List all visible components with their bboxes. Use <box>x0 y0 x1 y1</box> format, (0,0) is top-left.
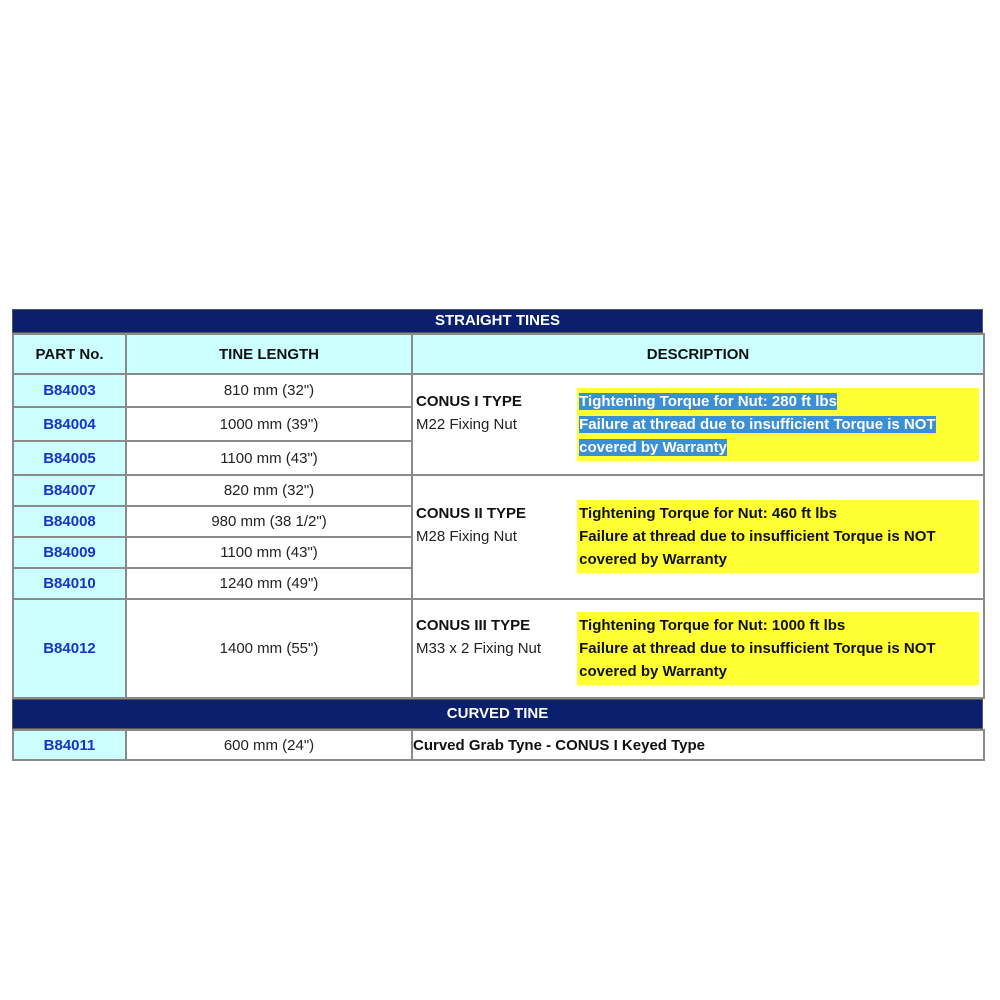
part-number[interactable]: B84009 <box>13 537 126 568</box>
fixing-nut: M28 Fixing Nut <box>416 528 517 545</box>
part-header: PART No. <box>13 334 126 374</box>
straight-tines-title: STRAIGHT TINES <box>12 309 983 333</box>
tine-length: 1000 mm (39") <box>126 407 412 441</box>
table-row <box>13 475 984 506</box>
header-row <box>13 334 984 374</box>
part-number[interactable]: B84007 <box>13 475 126 506</box>
type-name: CONUS III TYPE <box>416 616 531 634</box>
warning-text: Failure at thread due to insufficient Torque is NOT <box>579 415 936 433</box>
type-name: CONUS II TYPE <box>416 505 527 522</box>
tine-length: 1400 mm (55") <box>126 599 412 698</box>
fixing-nut: M33 x 2 Fixing Nut <box>416 639 542 657</box>
group-description <box>412 599 984 698</box>
part-number[interactable]: B84012 <box>13 599 126 698</box>
straight-tines-grid <box>12 333 985 699</box>
tine-length: 1240 mm (49") <box>126 568 412 599</box>
warranty-text: covered by Warranty <box>579 662 727 680</box>
tine-length: 1100 mm (43") <box>126 537 412 568</box>
torque-note <box>577 500 979 573</box>
part-number[interactable]: B84011 <box>13 730 126 760</box>
tine-length: 980 mm (38 1/2") <box>126 506 412 537</box>
curved-description: Curved Grab Tyne - CONUS I Keyed Type <box>412 730 984 760</box>
tine-length: 600 mm (24") <box>126 730 412 760</box>
length-header: TINE LENGTH <box>126 334 412 374</box>
tine-length: 1100 mm (43") <box>126 441 412 475</box>
torque-text: Tightening Torque for Nut: 280 ft lbs <box>579 392 837 410</box>
fixing-nut: M22 Fixing Nut <box>416 415 517 433</box>
part-number[interactable]: B84005 <box>13 441 126 475</box>
warranty-text: covered by Warranty <box>579 438 727 456</box>
torque-text: Tightening Torque for Nut: 1000 ft lbs <box>579 616 846 634</box>
table-row <box>13 374 984 407</box>
group-description <box>412 475 984 599</box>
torque-note <box>577 612 979 685</box>
tines-table <box>12 309 983 761</box>
group-description <box>412 374 984 475</box>
tine-length: 820 mm (32") <box>126 475 412 506</box>
part-number[interactable]: B84008 <box>13 506 126 537</box>
tine-length: 810 mm (32") <box>126 374 412 407</box>
part-number[interactable]: B84010 <box>13 568 126 599</box>
description-header: DESCRIPTION <box>412 334 984 374</box>
curved-tine-title: CURVED TINE <box>12 699 983 729</box>
table-row <box>13 730 984 760</box>
part-number[interactable]: B84004 <box>13 407 126 441</box>
warranty-text: covered by Warranty <box>579 551 727 568</box>
table-row <box>13 599 984 698</box>
torque-note <box>577 388 979 461</box>
warning-text: Failure at thread due to insufficient Torque is NOT <box>579 639 936 657</box>
warning-text: Failure at thread due to insufficient Torque is NOT <box>579 528 936 545</box>
torque-text: Tightening Torque for Nut: 460 ft lbs <box>579 505 837 522</box>
type-name: CONUS I TYPE <box>416 392 522 410</box>
curved-tine-grid <box>12 729 985 761</box>
part-number[interactable]: B84003 <box>13 374 126 407</box>
